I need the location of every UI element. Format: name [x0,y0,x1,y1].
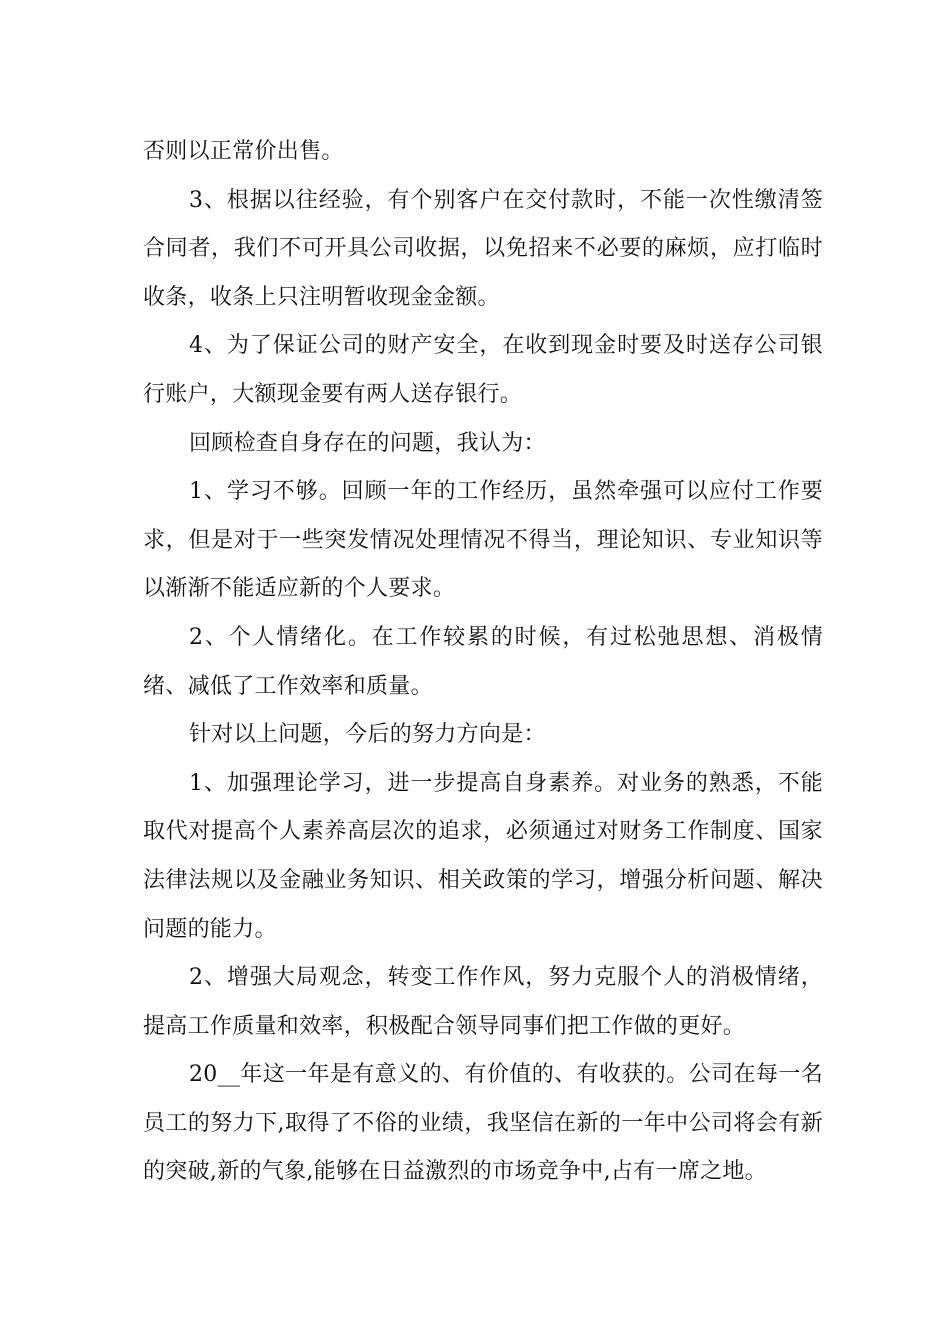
paragraph-problem-2-emotion: 2、个人情绪化。在工作较累的时候，有过松弛思想、消极情绪、减低了工作效率和质量。 [143,624,823,699]
document-body [143,128,823,1197]
paragraph-continuation: 否则以正常价出售。 [143,139,344,164]
paragraph-direction-1-learning: 1、加强理论学习，进一步提高自身素养。对业务的熟悉，不能取代对提高个人素养高层次的追求，必须通过对财务工作制度、国家法律法规以及金融业务知识、相关政策的学习，增强分析问题、解决问题的能力。 [143,770,823,942]
paragraph-item-3-receipts: 3、根据以往经验，有个别客户在交付款时，不能一次性缴清签合同者，我们不可开具公司收据，以免招来不必要的麻烦，应打临时收条，收条上只注明暂收现金金额。 [143,187,823,310]
paragraph-direction-intro: 针对以上问题，今后的努力方向是： [189,722,546,748]
paragraph-problem-1-study: 1、学习不够。回顾一年的工作经历，虽然牵强可以应付工作要求，但是对于一些突发情况处理情况不得当，理论知识、专业知识等以渐渐不能适应新的个人要求。 [143,479,823,602]
paragraph-conclusion: 20__年这一年是有意义的、有价值的、有收获的。公司在每一名员工的努力下,取得了不俗的业绩，我坚信在新的一年中公司将会有新的突破,新的气象,能够在日益激烈的市场竞争中,占有一席之地。 [143,1062,823,1185]
paragraph-direction-2-attitude: 2、增强大局观念，转变工作作风，努力克服个人的消极情绪，提高工作质量和效率，积极配合领导同事们把工作做的更好。 [143,965,823,1039]
paragraph-item-4-cash-safety: 4、为了保证公司的财产安全，在收到现金时要及时送存公司银行账户，大额现金要有两人送存银行。 [143,333,823,407]
paragraph-problems-intro: 回顾检查自身存在的问题，我认为： [189,430,546,456]
